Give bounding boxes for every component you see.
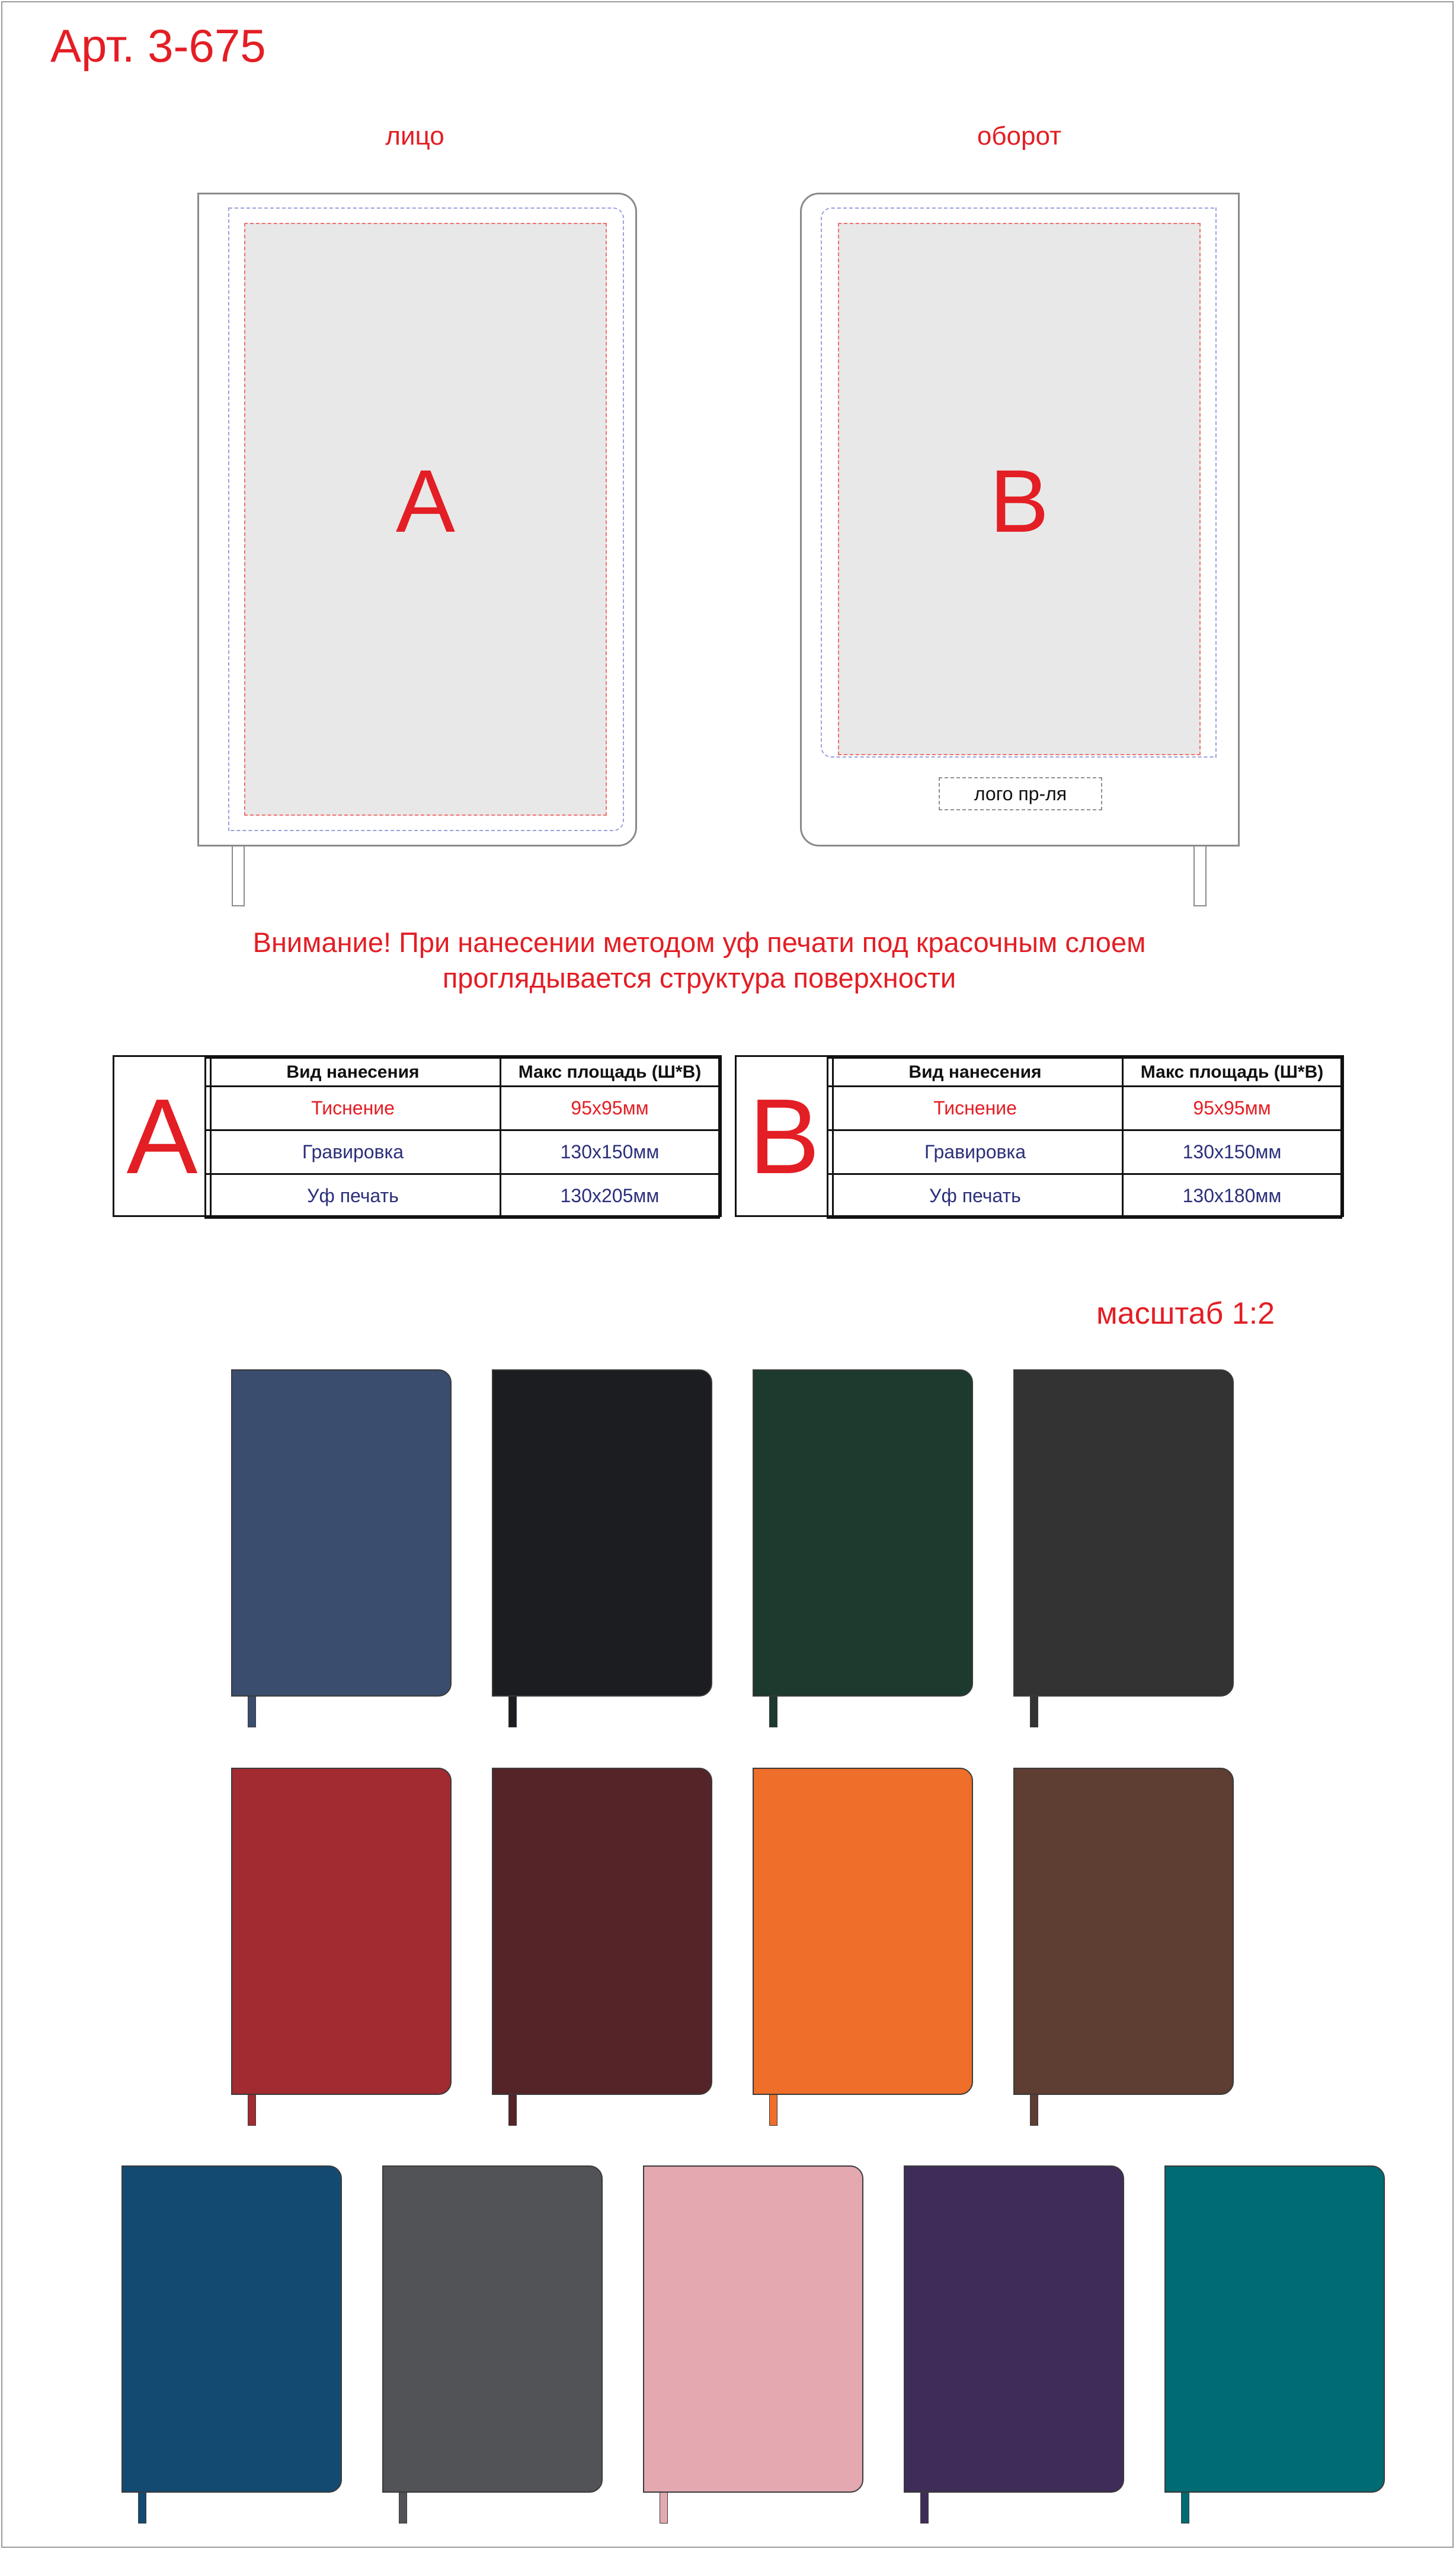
spec-table-a-grid xyxy=(204,1057,720,1219)
spec-b-method-engraving: Гравировка xyxy=(828,1130,1123,1174)
spec-table-b-zone: B xyxy=(737,1057,834,1215)
color-swatch xyxy=(753,1768,973,2095)
spec-a-area-uv-print: 130х205мм xyxy=(501,1174,719,1218)
spec-a-area-embossing: 95х95мм xyxy=(501,1087,719,1130)
spec-a-method-embossing: Тиснение xyxy=(206,1087,501,1130)
swatch-ribbon xyxy=(138,2490,146,2524)
color-swatch xyxy=(382,2165,603,2493)
swatch-ribbon xyxy=(1030,1694,1038,1727)
swatch-ribbon xyxy=(248,2093,256,2126)
color-swatch xyxy=(1013,1768,1234,2095)
spec-b-header-method: Вид нанесения xyxy=(828,1058,1123,1087)
front-ribbon xyxy=(232,845,245,906)
spec-a-method-uv-print: Уф печать xyxy=(206,1174,501,1218)
spec-table-b xyxy=(735,1055,1344,1217)
swatch-ribbon xyxy=(508,1694,517,1727)
color-swatch xyxy=(1164,2165,1385,2493)
swatch-ribbon xyxy=(769,2093,777,2126)
warning-line-1: Внимание! При нанесении методом уф печати под красочным слоем xyxy=(252,927,1146,958)
spec-a-header-area: Макс площадь (Ш*В) xyxy=(501,1058,719,1087)
spec-b-area-uv-print: 130х180мм xyxy=(1123,1174,1342,1218)
swatch-ribbon xyxy=(399,2490,407,2524)
scale-label: масштаб 1:2 xyxy=(1096,1296,1275,1331)
color-swatch xyxy=(753,1369,973,1697)
spec-a-method-engraving: Гравировка xyxy=(206,1130,501,1174)
color-swatch xyxy=(231,1768,452,2095)
color-swatch xyxy=(492,1768,712,2095)
color-swatch xyxy=(121,2165,342,2493)
swatch-ribbon xyxy=(1030,2093,1038,2126)
uv-print-warning xyxy=(178,925,1221,996)
spec-a-area-engraving: 130х150мм xyxy=(501,1130,719,1174)
back-ribbon xyxy=(1193,845,1207,906)
swatch-ribbon xyxy=(920,2490,929,2524)
spec-a-header-method: Вид нанесения xyxy=(206,1058,501,1087)
color-swatch xyxy=(643,2165,863,2493)
spec-b-method-uv-print: Уф печать xyxy=(828,1174,1123,1218)
spec-b-method-embossing: Тиснение xyxy=(828,1087,1123,1130)
color-swatch xyxy=(492,1369,712,1697)
spec-b-area-embossing: 95х95мм xyxy=(1123,1087,1342,1130)
front-side-label: лицо xyxy=(385,122,444,151)
swatch-ribbon xyxy=(1181,2490,1189,2524)
swatch-ribbon xyxy=(769,1694,777,1727)
color-swatch xyxy=(904,2165,1124,2493)
article-title: Арт. 3-675 xyxy=(50,20,266,72)
swatch-ribbon xyxy=(660,2490,668,2524)
spec-table-b-grid xyxy=(827,1057,1342,1219)
spec-b-header-area: Макс площадь (Ш*В) xyxy=(1123,1058,1342,1087)
spec-table-a-zone: A xyxy=(114,1057,212,1215)
swatch-ribbon xyxy=(508,2093,517,2126)
color-swatch xyxy=(1013,1369,1234,1697)
spec-b-area-engraving: 130х150мм xyxy=(1123,1130,1342,1174)
spec-table-a xyxy=(113,1055,722,1217)
back-side-label: оборот xyxy=(977,122,1062,151)
color-swatch xyxy=(231,1369,452,1697)
front-zone-letter: A xyxy=(395,451,456,551)
warning-line-2: проглядывается структура поверхности xyxy=(442,962,956,994)
manufacturer-logo-box: лого пр-ля xyxy=(939,777,1102,810)
swatch-ribbon xyxy=(248,1694,256,1727)
back-zone-letter: B xyxy=(989,451,1049,551)
